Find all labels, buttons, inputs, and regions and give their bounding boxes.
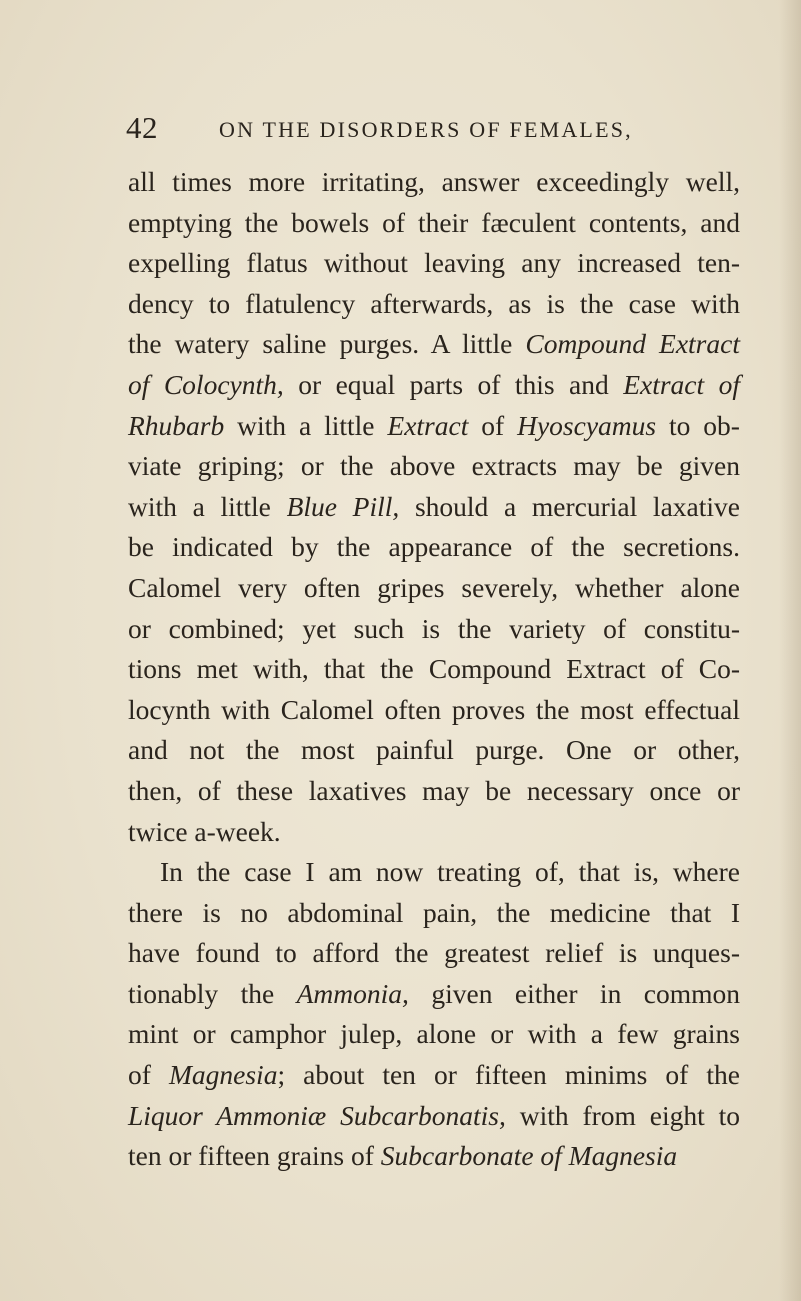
italic-run: Compound Extract bbox=[525, 328, 740, 360]
text-run: be indicated by the appearance of the secretions. bbox=[128, 531, 740, 563]
text-line bbox=[128, 1136, 740, 1177]
italic-run: Ammonia, bbox=[296, 977, 409, 1009]
text-run: all times more irritating, answer exceedingly well, bbox=[128, 166, 740, 197]
text-line bbox=[128, 243, 740, 284]
text-run: In the case I am now treating of, that is, where bbox=[160, 856, 740, 888]
text-line bbox=[128, 771, 740, 812]
text-run: to ob- bbox=[656, 409, 740, 441]
text-line bbox=[128, 893, 740, 934]
text-run: there is no abdominal pain, the medicine that I bbox=[128, 896, 740, 928]
italic-run: Liquor Ammoniæ Subcarbonatis, bbox=[128, 1099, 506, 1131]
text-line bbox=[128, 568, 740, 609]
running-title: ON THE DISORDERS OF FEMALES, bbox=[219, 117, 633, 142]
text-run: with a little bbox=[128, 490, 287, 522]
text-line bbox=[128, 324, 740, 365]
text-run: of bbox=[128, 1059, 169, 1091]
text-run: ten or fifteen grains of bbox=[128, 1140, 381, 1172]
text-run: with from eight to bbox=[505, 1099, 740, 1131]
text-run: with a little bbox=[224, 409, 388, 441]
text-line bbox=[128, 487, 740, 528]
text-line bbox=[128, 406, 740, 447]
text-line bbox=[128, 446, 740, 487]
text-run: mint or camphor julep, alone or with a few grains bbox=[128, 1018, 740, 1050]
italic-run: Extract of bbox=[623, 368, 740, 400]
text-line bbox=[128, 1096, 740, 1137]
text-run: tionably the bbox=[128, 977, 297, 1009]
text-run: then, of these laxatives may be necessary once or bbox=[128, 774, 740, 806]
text-line bbox=[128, 1055, 740, 1096]
text-line bbox=[128, 812, 740, 853]
text-line bbox=[128, 1014, 740, 1055]
text-run: given either in common bbox=[408, 977, 740, 1009]
text-line bbox=[128, 609, 740, 650]
text-run: Calomel very often gripes severely, whether alone bbox=[128, 571, 740, 603]
italic-run: Subcarbonate of Magnesia bbox=[380, 1140, 678, 1172]
text-run: and not the most painful purge. One or other, bbox=[128, 734, 740, 766]
text-run: dency to flatulency afterwards, as is the case with bbox=[128, 287, 740, 319]
text-line bbox=[128, 974, 740, 1015]
text-line bbox=[128, 365, 740, 406]
text-run: or combined; yet such is the variety of constitu- bbox=[128, 612, 740, 644]
text-run: viate griping; or the above extracts may be given bbox=[128, 450, 740, 482]
text-run: or equal parts of this and bbox=[283, 368, 624, 400]
text-run: of bbox=[468, 409, 518, 441]
italic-run: Rhubarb bbox=[128, 409, 225, 441]
text-line bbox=[128, 284, 740, 325]
body-text bbox=[128, 162, 740, 1177]
italic-run: Hyoscyamus bbox=[517, 409, 657, 441]
italic-run: Magnesia bbox=[168, 1059, 278, 1091]
text-line bbox=[128, 162, 740, 203]
text-run: the watery saline purges. A little bbox=[128, 328, 526, 360]
text-run: twice a-week. bbox=[128, 815, 281, 847]
text-line bbox=[128, 203, 740, 244]
text-run: tions met with, that the Compound Extract of Co- bbox=[128, 653, 740, 685]
text-run: emptying the bowels of their fæculent contents, and bbox=[128, 206, 740, 238]
text-run: should a mercurial laxative bbox=[399, 490, 740, 522]
running-head bbox=[126, 110, 766, 146]
text-run: ; about ten or fifteen minims of the bbox=[277, 1059, 740, 1091]
page-edge-shadow bbox=[779, 0, 801, 1301]
text-line bbox=[128, 527, 740, 568]
text-line bbox=[128, 852, 740, 893]
text-line bbox=[128, 690, 740, 731]
italic-run: Extract bbox=[387, 409, 469, 441]
text-run: locynth with Calomel often proves the most effectual bbox=[128, 693, 740, 725]
text-run: expelling flatus without leaving any increased ten- bbox=[128, 247, 740, 279]
italic-run: Blue Pill, bbox=[286, 490, 400, 522]
text-line bbox=[128, 730, 740, 771]
text-line bbox=[128, 933, 740, 974]
text-line bbox=[128, 649, 740, 690]
page-number: 42 bbox=[126, 110, 158, 145]
text-run: have found to afford the greatest relief is unques- bbox=[128, 937, 740, 969]
italic-run: of Colocynth, bbox=[128, 368, 284, 400]
